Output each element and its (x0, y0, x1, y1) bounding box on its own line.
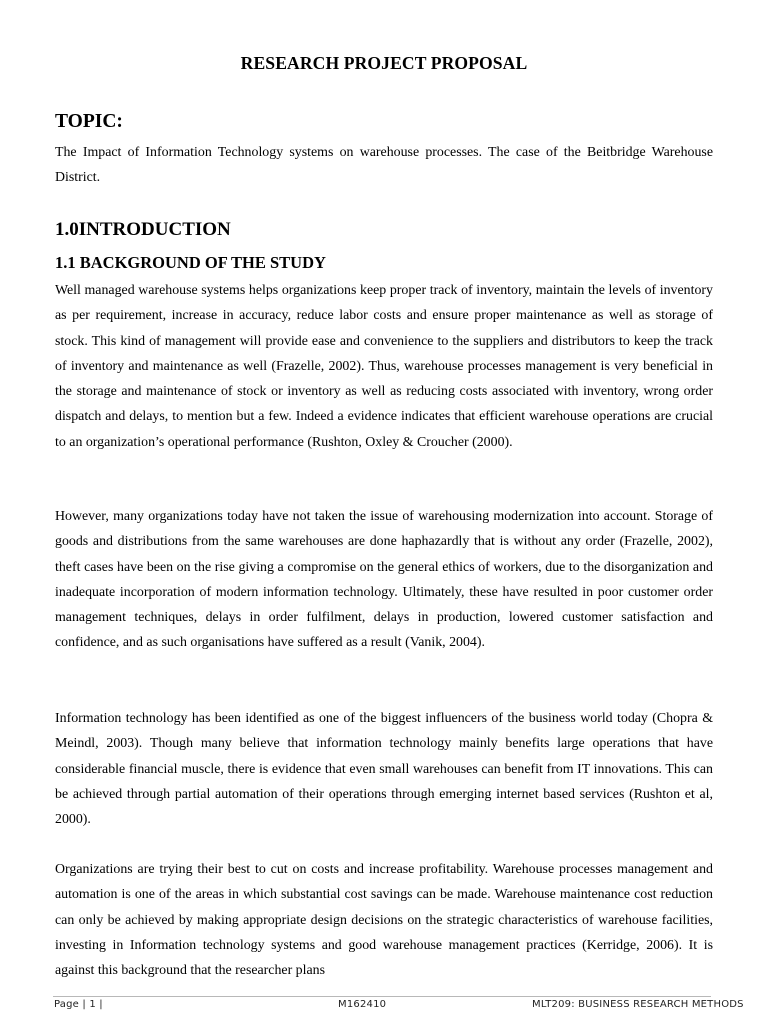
section-heading-introduction: 1.0INTRODUCTION (55, 219, 231, 240)
footer-student-id: M162410 (338, 999, 387, 1010)
topic-heading: TOPIC: (55, 111, 123, 132)
footer-page-number: Page | 1 | (54, 999, 103, 1010)
body-paragraph-2: However, many organizations today have not taken the issue of warehousing modernization into account. Storage of goods and distributions from the same warehouses are done haphazardly that is without any order (Frazelle, 2002), theft cases have been on the rise giving a compromise on the general ethics of workers, due to the disorganization and inadequate incorporation of modern information technology. Ultimately, these have resulted in poor customer order management techniques, delays in order fulfilment, delays in production, lowered customer satisfaction and confidence, and as such organisations have suffered as a result (Vanik, 2004). (55, 509, 713, 651)
body-paragraph-3: Information technology has been identified as one of the biggest influencers of the business world today (Chopra & Meindl, 2003). Though many believe that information technology mainly benefits large operations that have considerable financial muscle, there is evidence that even small warehouses can benefit from IT innovations. This can be achieved through partial automation of their operations through emerging internet based services (Rushton et al, 2000). (55, 711, 713, 828)
body-paragraph-1: Well managed warehouse systems helps organizations keep proper track of inventory, maintain the levels of inventory as per requirement, increase in accuracy, reduce labor costs and ensure proper maintenance as well as storage of stock. This kind of management will provide ease and convenience to the suppliers and distributors to keep the track of inventory and maintenance as well (Frazelle, 2002). Thus, warehouse processes management is very beneficial in the storage and maintenance of stock or inventory as well as reducing costs associated with inventory, wrong order dispatch and delays, to mention but a few. Indeed a evidence indicates that efficient warehouse operations are crucial to an organization’s operational performance (Rushton, Oxley & Croucher (2000). (55, 283, 713, 450)
footer-course-name: MLT209: BUSINESS RESEARCH METHODS (532, 999, 744, 1010)
body-paragraph-4: Organizations are trying their best to cut on costs and increase profitability. Warehouse processes management and automation is one of the areas in which substantial cost savings can be made. Warehouse maintenance cost reduction can only be achieved by making appropriate design decisions on the strategic characteristics of warehouse facilities, investing in Information technology systems and good warehouse management practices (Kerridge, 2006). It is against this background that the researcher plans (55, 862, 713, 979)
topic-text: The Impact of Information Technology systems on warehouse processes. The case of the Beitbridge Warehouse District. (55, 145, 713, 186)
document-title: RESEARCH PROJECT PROPOSAL (240, 53, 528, 73)
subsection-heading-background: 1.1 BACKGROUND OF THE STUDY (55, 253, 326, 272)
document-page (55, 0, 713, 1024)
footer-divider (53, 996, 711, 997)
